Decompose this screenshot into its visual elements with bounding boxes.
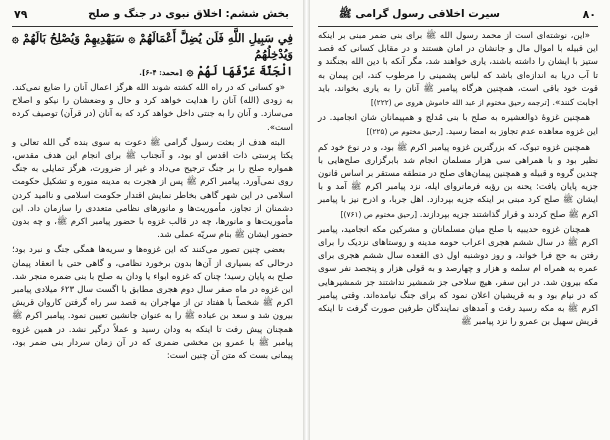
right-running-title: سیرت اخلاقی رسول گرامی ﷺ: [338, 8, 500, 20]
treaty-text: «این، نوشته‌ای است از محمد رسول الله ﷺ برای بنی ضمر مبنی بر اینکه این قبیله با اموال مال و جانشان در امان هستند و در مقابل کسانی که قصد ستیز با ایشان را داشته باشند، یاری خواهند شد، مگر آنکه با دین الله بجنگند و تا آب دریا به اندازه‌ای باشد که لباس پشمینی را مرطوب کند، این پیمان به قوت خود باقی است، همچنین هرگاه پیامبر ﷺ آنان را به یاری بخواند، باید اجابت کنند».: [318, 31, 598, 109]
verse-translation-paragraph: «و کسانی که در راه الله کشته شوند الله هرگز اعمال آنان را ضایع نمی‌کند. به زودی (الله) آنان را هدایت خواهد کرد و حال و وضعشان را نیکو و اصلاح می‌سازد. و آنان را به جنتی داخل خواهد کرد که به آنان (در قرآن) توصیف کرده است».: [12, 83, 293, 133]
dhul-ushayra-text: همچنین غزوهٔ ذوالعشیره به صلح با بنی مُدلج و همپیمانان شان انجامید. در این غزوه معاهده عدم تجاوز به امضا رسید.: [318, 113, 598, 138]
right-page-number: ۸۰: [582, 8, 596, 21]
quran-verse-line-2-text: الْجَنَّةَ عَرَّفَهَا لَهُمْ ۞: [186, 64, 293, 78]
right-header-rule: [318, 26, 598, 27]
book-gutter: [303, 0, 310, 440]
paragraph-hudaybiyya: همچنان غزوه حدیبیه با صلح میان مسلمانان و مشرکین مکه انجامید، پیامبر اکرم ﷺ در سال ششم هجری اعراب حومه مدینه و روستاهای نزدیک را برای رفتن به حج فرا خواند، و روز دوشنبه اول ذی القعده سال ششم هجری برای عمره به همراه ام سلمه و هزار و چهارصد و به قولی هزار و پنجصد نفر سوی مکه بیرون شد. در این سفر، هیچ سلاحی جز شمشیر نداشتند جز شمشیرهایی که در نیام بود و به قریشیان اعلان نمود که برای جنگ نیامده‌اند. وقتی پیامبر اکرم ﷺ به مکه رسید رفت و آمدهای نمایندگان طرفین صورت گرفت تا اینکه قریش سهیل بن عمرو را نزد پیامبر ﷺ: [318, 224, 598, 328]
citation-1: [ترجمه رحیق مختوم از عبد الله خاموش هروی ص (۲۲۲)]: [370, 98, 550, 108]
verse-reference: [محمد: ۴-۶].: [139, 68, 183, 77]
left-page-body: [12, 30, 293, 436]
left-page-number: ۷۹: [14, 8, 28, 21]
tabuk-text: همچنین غزوه تبوک، که بزرگترین غزوه پیامبر اکرم ﷺ بود، و در نوع خود کم نظیر بود و با همراهی سی هزار مسلمان انجام شد بابرگزاری صلح‌هایی با چندین گروه و قبیله و همچنین پیمان‌های صلح در منطقه مستقر بر اساس قانون جزیه پایان یافت: یحنه بن رؤبه فرمانروای ایله، نزد پیامبر اکرم ﷺ آمد و با ایشان ﷺ صلح کرد مبنی بر اینکه جزیه بپردازد. اهل جربا، و اذرح نیز با پیامبر اکرم ﷺ صلح کردند و قرار گذاشتند جزیه بپردازند.: [318, 142, 598, 220]
right-page: [310, 0, 610, 440]
left-page: [0, 0, 303, 440]
paragraph-tabuk: [318, 142, 598, 222]
paragraph-ghazwa-abwa: بعضی چنین تصور می‌کنند که این غزوه‌ها و سریه‌ها همگی جنگ و نبرد بود؛ درحالی که بسیاری از آن‌ها بدون برخورد نظامی، و گاهی حتی با انعقاد پیمان صلح به پایان رسید؛ چنان که غزوه ابواء یا ودان به صلح با بنی ضمره منجر شد. این غزوه در ماه صفر سال دوم هجری مطابق با اگست سال ۶۲۳ میلادی پیامبر اکرم ﷺ شخصاً با هفتاد تن از مهاجران به قصد سر راه گرفتن کاروان قریش بیرون شد و سعد بن عباده ﷺ را به عنوان جانشین تعیین نمود. پیامبر اکرم ﷺ همچنان پیش رفت تا اینکه به ودان رسید و عملاً درگیر نشد. در همین غزوه پیامبر ﷺ با عمرو بن مخشی ضمری که در آن زمان سردار بنی ضمر بود، پیمانی بست که متن آن چنین است:: [12, 245, 293, 362]
paragraph-dhul-ushayra: [318, 112, 598, 139]
quran-verse-line-1: فِي سَبِيلِ اللَّهِ فَلَن يُضِلَّ أَعْمَالَهُمْ ۞ سَيَهْدِيهِمْ وَيُصْلِحُ بَالَهُمْ ۞ وَيُدْخِلُهُمُ: [12, 31, 293, 61]
quran-verse-line-2: [12, 63, 293, 81]
left-page-header: [0, 8, 303, 24]
left-running-title: بخش ششم: اخلاق نبوی در جنگ و صلح: [88, 8, 289, 20]
paragraph-mission: البته هدف از بعثت رسول گرامی ﷺ دعوت به سوی بنده گی الله تعالی و یکتا پرستی ذات اقدس او بود، و آنجناب ﷺ برای انجام این هدف مقدس، همواره صلح را بر جنگ ترجیح می‌داد و غیر از ضرورت، هرگز تمایلی به جنگ روی نمی‌آورد. پیامبر اکرم ﷺ پس از هجرت به مدینه منوره و تشکیل حکومت اسلامی در این شهر گاهی بخاطر نمایش اقتدار حکومت اسلامی و ناامید کردن دشمنان از تجاوز، مأموریت‌ها و مانورهای نظامی متعددی را سازمان داد. این مأموریت‌ها و مانورها، چه در قالب غزوه با حضور پیامبر اکرم ﷺ، و چه بدون حضور ایشان ﷺ بنام سریّه عملی شد.: [12, 137, 293, 241]
right-page-body: [318, 30, 598, 436]
paragraph-treaty-text: [318, 30, 598, 110]
right-page-header: [310, 8, 610, 24]
left-header-rule: [12, 26, 293, 27]
citation-2: [رحیق مختوم ص (۲۲۵)]: [366, 127, 443, 137]
citation-3: [رحیق مختوم ص (۷۶۱)]: [340, 209, 418, 219]
